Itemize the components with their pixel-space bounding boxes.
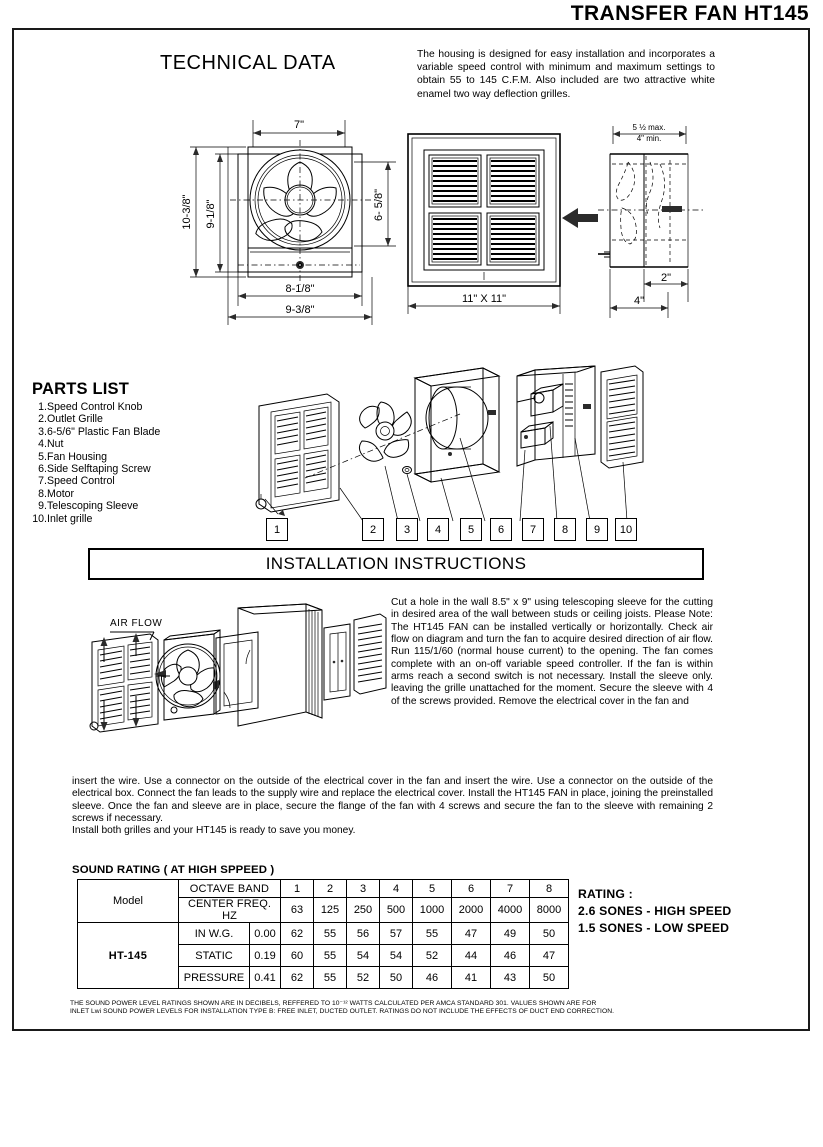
left-pointing-arrow-icon xyxy=(560,205,600,231)
callout-6: 6 xyxy=(490,518,512,541)
sound-rating-footnote: THE SOUND POWER LEVEL RATINGS SHOWN ARE IN DECIBELS, REFFERED TO 10⁻¹² WATTS CALCULATED PER AMCA STANDARD 301. VALUES SHOWN ARE FOR INLET Lwi SOUND POWER LEVELS FOR INSTALLATION TYPE B: FREE INLET, DUCTED OUTLET. RATINGS DO NOT INCLUDE THE EFFECTS OF DUCT END CORRECTION. xyxy=(70,1000,615,1016)
dim-outer-height: 10-3/8" xyxy=(181,194,193,230)
band-index: 5 xyxy=(413,880,452,898)
grille-front-view-drawing xyxy=(398,128,578,328)
installation-instructions-banner xyxy=(88,548,704,580)
installation-heading: INSTALLATION INSTRUCTIONS xyxy=(265,554,527,573)
center-freq-label: CENTER FREQ. HZ xyxy=(179,898,281,923)
cell-value: 62 xyxy=(281,923,314,945)
dim-max: 5 ½ max. xyxy=(632,123,666,132)
callout-4: 4 xyxy=(427,518,449,541)
cell-value: 44 xyxy=(452,945,491,967)
callout-9: 9 xyxy=(586,518,608,541)
installation-diagram xyxy=(88,604,388,759)
center-freq: 63 xyxy=(281,898,314,923)
model-header: Model xyxy=(78,880,179,923)
cell-value: 41 xyxy=(452,967,491,989)
part-number: 6. xyxy=(38,463,47,476)
callout-3: 3 xyxy=(396,518,418,541)
part-label: 6-5/6" Plastic Fan Blade xyxy=(47,425,161,438)
band-index: 3 xyxy=(347,880,380,898)
cell-value: 54 xyxy=(347,945,380,967)
list-item xyxy=(32,513,247,525)
dim-inner-width: 8-1/8" xyxy=(285,283,315,295)
list-item xyxy=(32,488,247,500)
part-label: Inlet grille xyxy=(47,512,93,525)
band-index: 7 xyxy=(491,880,530,898)
cell-value: 62 xyxy=(281,967,314,989)
center-freq: 2000 xyxy=(452,898,491,923)
front-view-drawing xyxy=(160,110,410,340)
center-freq: 500 xyxy=(380,898,413,923)
intro-paragraph: The housing is designed for easy installation and incorporates a variable speed control with minimum and maximum settings to obtain 55 to 145 C.F.M. Also included are two attractive white enamel two way deflection grilles. xyxy=(417,49,715,100)
static-pressure: 0.19 xyxy=(250,945,281,967)
cell-value: 55 xyxy=(413,923,452,945)
part-label: Nut xyxy=(47,438,64,451)
dim-outer-width: 9-3/8" xyxy=(285,304,315,316)
dim-min: 4" min. xyxy=(636,134,662,143)
page-title: TRANSFER FAN HT145 xyxy=(570,2,809,25)
part-label: Speed Control Knob xyxy=(47,401,143,413)
parts-list xyxy=(32,380,247,525)
part-label: Side Selftaping Screw xyxy=(47,463,151,476)
part-number: 2. xyxy=(38,413,47,426)
table-row xyxy=(78,923,569,945)
part-number: 1. xyxy=(38,401,47,413)
part-number: 5. xyxy=(38,450,47,463)
cell-value: 50 xyxy=(530,967,569,989)
cell-value: 55 xyxy=(314,945,347,967)
part-number: 7. xyxy=(38,475,47,488)
side-section-view-drawing xyxy=(598,112,718,322)
cell-value: 55 xyxy=(314,923,347,945)
exploded-assembly-drawing xyxy=(245,366,645,521)
installation-text-wide xyxy=(72,776,713,838)
callout-2: 2 xyxy=(362,518,384,541)
cell-value: 47 xyxy=(452,923,491,945)
dim-depth-large: 4" xyxy=(633,295,645,307)
row-label: PRESSURE xyxy=(179,967,250,989)
band-index: 8 xyxy=(530,880,569,898)
list-item xyxy=(32,463,247,475)
cell-value: 50 xyxy=(530,923,569,945)
table-row-header-band xyxy=(78,880,569,898)
cell-value: 60 xyxy=(281,945,314,967)
list-item xyxy=(32,401,247,413)
part-label: Telescoping Sleeve xyxy=(47,500,139,513)
installation-closing-line: Install both grilles and your HT145 is ready to save you money. xyxy=(72,825,356,837)
air-flow-label: AIR FLOW xyxy=(110,618,163,629)
rating-high-speed: 2.6 SONES - HIGH SPEED xyxy=(578,904,732,918)
part-number: 9. xyxy=(38,500,47,513)
cell-value: 49 xyxy=(491,923,530,945)
callout-10: 10 xyxy=(615,518,637,541)
rating-heading: RATING : xyxy=(578,887,633,901)
part-label: Fan Housing xyxy=(47,450,108,463)
cell-value: 56 xyxy=(347,923,380,945)
center-freq: 250 xyxy=(347,898,380,923)
cell-value: 46 xyxy=(413,967,452,989)
dim-top-width: 7" xyxy=(293,119,305,131)
center-freq: 1000 xyxy=(413,898,452,923)
dim-right-height: 6- 5/8" xyxy=(373,188,385,222)
list-item xyxy=(32,475,247,487)
callout-7: 7 xyxy=(522,518,544,541)
part-number: 4. xyxy=(38,438,47,451)
part-label: Motor xyxy=(47,487,75,500)
callout-1: 1 xyxy=(266,518,288,541)
part-number: 10. xyxy=(32,512,47,525)
sound-rating-title: SOUND RATING ( AT HIGH SPPEED ) xyxy=(72,864,275,876)
part-number: 3. xyxy=(38,425,47,438)
installation-text-right: Cut a hole in the wall 8.5" x 9" using telescoping sleeve for the cutting in desired area of the wall between studs or ceiling joists. Please Note: The HT145 FAN can be installed vertically or horizontally. Check air flow on diagram and turn the fan to acquire desired direction of air flow. Run 115/1/60 (normal house current) to the opening. The fan comes complete with an on-off variable speed controller. If the fan is within arms reach a second switch is not necessary. Install the sleeve only. leaving the grille unattached for the moment. Secure the sleeve with 4 of the screws provided. Remove the electrical cover in the fan and xyxy=(391,597,713,707)
row-label: STATIC xyxy=(179,945,250,967)
parts-list-items xyxy=(32,401,247,525)
band-index: 1 xyxy=(281,880,314,898)
static-pressure: 0.00 xyxy=(250,923,281,945)
center-freq: 4000 xyxy=(491,898,530,923)
row-label: IN W.G. xyxy=(179,923,250,945)
band-index: 4 xyxy=(380,880,413,898)
band-index: 6 xyxy=(452,880,491,898)
cell-value: 46 xyxy=(491,945,530,967)
parts-list-heading: PARTS LIST xyxy=(32,380,130,398)
model-value: HT-145 xyxy=(78,923,179,989)
dim-grille-width: 11" X 11" xyxy=(461,293,507,305)
list-item xyxy=(32,426,247,438)
sound-rating-table xyxy=(77,879,569,989)
part-label: Speed Control xyxy=(47,475,115,488)
cell-value: 43 xyxy=(491,967,530,989)
cell-value: 52 xyxy=(347,967,380,989)
part-label: Outlet Grille xyxy=(47,413,103,426)
cell-value: 57 xyxy=(380,923,413,945)
band-index: 2 xyxy=(314,880,347,898)
callout-5: 5 xyxy=(460,518,482,541)
list-item xyxy=(32,413,247,425)
octave-band-label: OCTAVE BAND xyxy=(179,880,281,898)
center-freq: 8000 xyxy=(530,898,569,923)
cell-value: 50 xyxy=(380,967,413,989)
list-item xyxy=(32,500,247,512)
dim-depth-small: 2" xyxy=(660,272,672,284)
rating-low-speed: 1.5 SONES - LOW SPEED xyxy=(578,921,730,935)
dim-inner-height: 9-1/8" xyxy=(205,199,217,229)
list-item xyxy=(32,451,247,463)
installation-wide-paragraph: insert the wire. Use a connector on the outside of the electrical cover in the fan and insert the wire. Use a connector on the outside of the electrical box. Connect the fan leads to the supply wire and replace the electrical cover. Install the HT145 FAN in place, joining the preinstalled sleeve. Once the fan and sleeve are in place, secure the flange of the fan with 4 screws and secure the fan to the sleeve with remaining 2 screws if necessary. xyxy=(72,776,713,825)
cell-value: 52 xyxy=(413,945,452,967)
cell-value: 54 xyxy=(380,945,413,967)
callout-8: 8 xyxy=(554,518,576,541)
center-freq: 125 xyxy=(314,898,347,923)
part-number: 8. xyxy=(38,487,47,500)
rating-block xyxy=(578,886,731,937)
static-pressure: 0.41 xyxy=(250,967,281,989)
cell-value: 47 xyxy=(530,945,569,967)
cell-value: 55 xyxy=(314,967,347,989)
list-item xyxy=(32,438,247,450)
technical-data-heading: TECHNICAL DATA xyxy=(160,52,336,74)
